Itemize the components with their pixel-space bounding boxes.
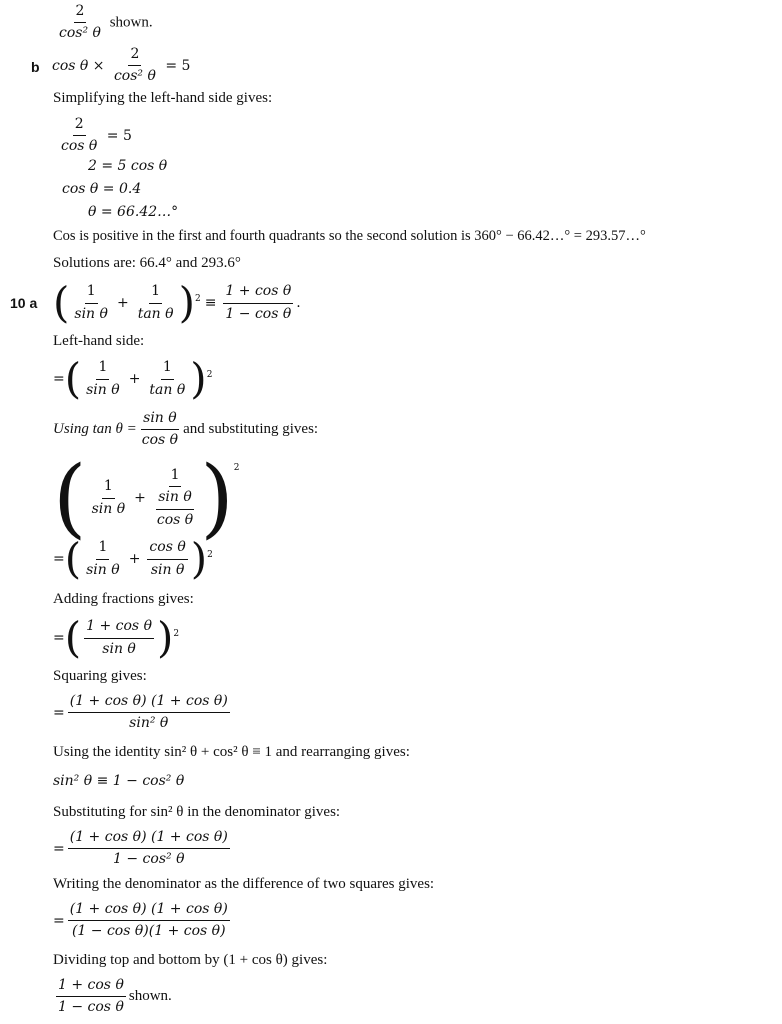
solutions-text: Solutions are: 66.4° and 293.6° bbox=[53, 255, 241, 271]
top-fraction-line bbox=[54, 4, 153, 42]
final-line: 1 + cos θ 1 − cos θ shown. bbox=[58, 977, 172, 1016]
using-tan-line: Using tan θ = $\frac{\text{sin θ}}{\text{cos θ}}$ and substituting gives: bbox=[53, 410, 319, 449]
eq-theta: θ = 66.42…° bbox=[88, 204, 179, 220]
substituted-expression: ( 1 sin θ + $\frac{1}{\frac{\text{sin θ}}{\text{cos θ}}}$ ) 2 bbox=[53, 448, 240, 548]
lhs-expression: = ( 1 sin θ + $\frac{1}{\text{tan θ}}$ ) 2 bbox=[53, 354, 213, 403]
cos-over-sin-expression: = ( 1 sin θ + $\frac{\text{cos θ}}{\text{sin θ}}$ ) 2 bbox=[53, 534, 213, 583]
eq-2-over-cos: $\frac{2}{\text{cos θ}}$ = 5 bbox=[61, 116, 132, 155]
squared-expression: = $\frac{\text{(1 + cos θ) (1 + cos θ)}}{\text{sin² θ}}$ bbox=[53, 693, 228, 732]
q10a-label: 10 a bbox=[10, 295, 38, 311]
identity-text: Using the identity sin² θ + cos² θ ≡ 1 and rearranging gives: bbox=[53, 744, 410, 760]
simplifying-text: Simplifying the left-hand side gives: bbox=[53, 90, 273, 106]
eq-2-5cos: 2 = 5 cos θ bbox=[88, 158, 168, 174]
diff-squares-text: Writing the denominator as the difference of two squares gives: bbox=[53, 876, 435, 892]
eq-cos-04: cos θ = 0.4 bbox=[62, 181, 142, 197]
substituted-denominator-expression: = $\frac{\text{(1 + cos θ) (1 + cos θ)}}{\text{1 − cos² θ}}$ bbox=[53, 829, 228, 868]
part-b-label: b bbox=[31, 59, 40, 75]
substituting-text: Substituting for sin² θ in the denominator gives: bbox=[53, 804, 341, 820]
factored-expression: = $\frac{\text{(1 + cos θ) (1 + cos θ)}}{\text{(1 − cos θ)(1 + cos θ)}}$ bbox=[53, 901, 228, 940]
cos-positive-text: Cos is positive in the first and fourth quadrants so the second solution is 360° − 66.42…° = 293.57…° bbox=[53, 228, 646, 244]
fraction: $\frac{2}{\text{cos² θ}}$ bbox=[59, 3, 101, 42]
q10a-identity: ( 1 sin θ + $\frac{1}{\text{tan θ}}$ ) 2 ≡ 1 + cos θ 1 − cos θ . bbox=[53, 278, 301, 327]
squaring-text: Squaring gives: bbox=[53, 668, 147, 684]
added-expression: = ( 1 + cos θ sin θ ) 2 bbox=[53, 613, 180, 662]
dividing-text: Dividing top and bottom by (1 + cos θ) gives: bbox=[53, 952, 328, 968]
part-b-equation: cos θ × $\frac{2}{\text{cos² θ}}$ = 5 bbox=[52, 46, 191, 85]
adding-text: Adding fractions gives: bbox=[53, 591, 194, 607]
lhs-text: Left-hand side: bbox=[53, 333, 145, 349]
identity-result: sin² θ ≡ 1 − cos² θ bbox=[53, 773, 185, 789]
shown-text: shown. bbox=[109, 14, 153, 31]
